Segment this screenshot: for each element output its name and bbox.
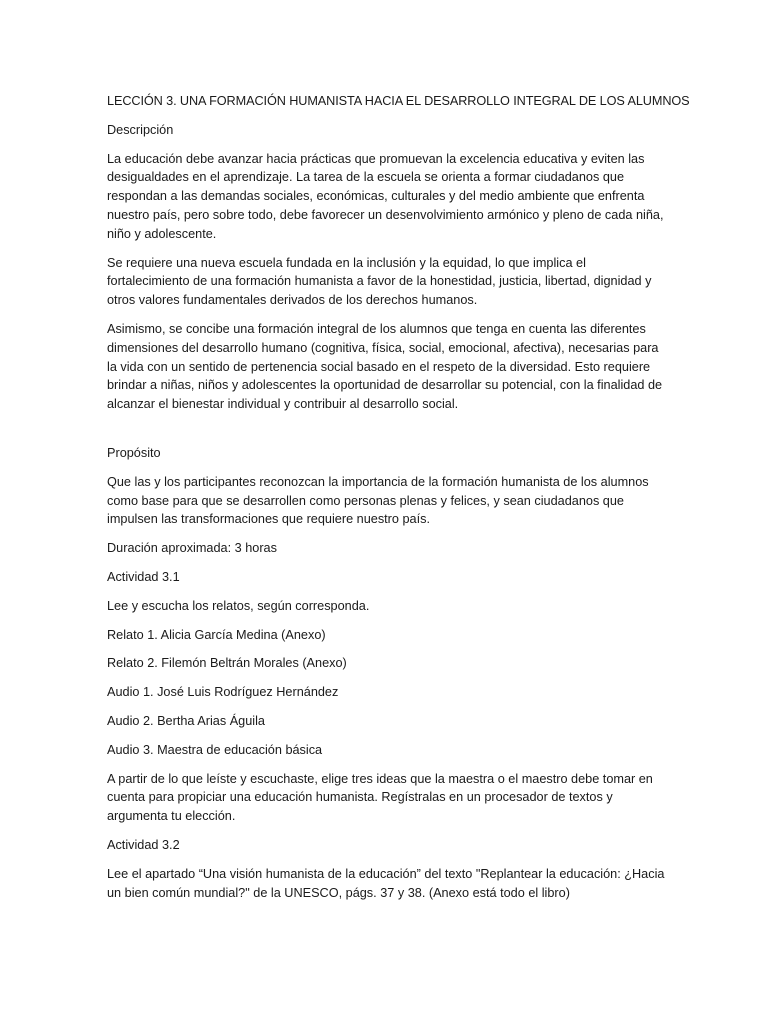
descripcion-heading: Descripción [107, 122, 174, 137]
descripcion-paragraph-2: Se requiere una nueva escuela fundada en la inclusión y la equidad, lo que implica el fortalecimiento de una formación humanista a favor de la honestidad, justicia, libertad, dignidad y otros valores fundamentales derivados de los derechos humanos. [107, 255, 652, 308]
document-page [107, 92, 690, 912]
lesson-title: LECCIÓN 3. UNA FORMACIÓN HUMANISTA HACIA EL DESARROLLO INTEGRAL DE LOS ALUMNOS [107, 94, 690, 108]
proposito-text: Que las y los participantes reconozcan la importancia de la formación humanista de los alumnos como base para que se desarrollen como personas plenas y felices, y sean ciudadanos que impulsen las transformaciones que requiere nuestro país. [107, 474, 649, 527]
actividad-31-item-4: Audio 2. Bertha Arias Águila [107, 713, 265, 728]
actividad-31-intro: Lee y escucha los relatos, según corresponda. [107, 598, 370, 613]
descripcion-paragraph-1: La educación debe avanzar hacia prácticas que promuevan la excelencia educativa y eviten las desigualdades en el aprendizaje. La tarea de la escuela se orienta a formar ciudadanos que respondan a las demandas sociales, económicas, culturales y del medio ambiente que enfrenta nuestro país, pero sobre todo, debe favorecer un desenvolvimiento armónico y pleno de cada niña, niño y adolescente. [107, 151, 664, 241]
descripcion-paragraph-3: Asimismo, se concibe una formación integral de los alumnos que tenga en cuenta las diferentes dimensiones del desarrollo humano (cognitiva, física, social, emocional, afectiva), necesarias para la vida con un sentido de pertenencia social basado en el respeto de la diversidad. Esto requiere brindar a niñas, niños y adolescentes la oportunidad de desarrollar su potencial, con la finalidad de alcanzar el bienestar individual y contribuir al desarrollo social. [107, 321, 663, 412]
actividad-31-item-1: Relato 1. Alicia García Medina (Anexo) [107, 627, 326, 642]
duracion-text: Duración aproximada: 3 horas [107, 541, 277, 556]
actividad-31-item-2: Relato 2. Filemón Beltrán Morales (Anexo) [107, 656, 347, 671]
proposito-heading: Propósito [107, 445, 161, 460]
actividad-32-text: Lee el apartado “Una visión humanista de la educación” del texto "Replantear la educación: ¿Hacia un bien común mundial?" de la UNESCO, págs. 37 y 38. (Anexo está todo el libro) [107, 866, 665, 900]
actividad-31-heading: Actividad 3.1 [107, 569, 180, 584]
actividad-32-heading: Actividad 3.2 [107, 837, 180, 852]
actividad-31-item-3: Audio 1. José Luis Rodríguez Hernández [107, 685, 339, 700]
actividad-31-item-5: Audio 3. Maestra de educación básica [107, 742, 323, 757]
actividad-31-instruction: A partir de lo que leíste y escuchaste, elige tres ideas que la maestra o el maestro debe tomar en cuenta para propiciar una educación humanista. Regístralas en un procesador de textos y argumenta tu elección. [107, 771, 653, 824]
section-spacer [107, 424, 667, 444]
